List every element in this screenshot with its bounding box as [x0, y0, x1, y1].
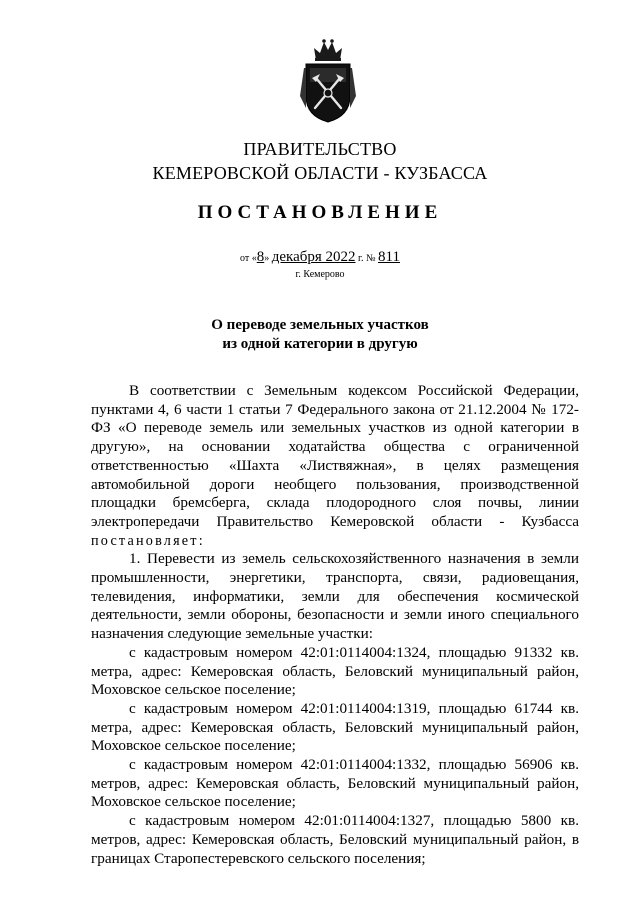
item-1-paragraph: 1. Перевести из земель сельскохозяйственного назначения в земли промышленности, энергетики, транспорта, связи, радиовещания, телевидения, информатики, земли для обеспечения космической деятельности, земли обороны, безопасности и земли иного специального назначения следующие земельные участки:: [91, 550, 579, 643]
date-suffix: г. №: [355, 253, 379, 264]
preamble-verb: постановляет:: [91, 532, 205, 549]
city: г. Кемерово: [295, 269, 345, 280]
preamble-text: В соответствии с Земельным кодексом Российской Федерации, пунктами 4, 6 части 1 статьи 7 Федерального закона от 21.12.2004 № 172-ФЗ «О переводе земель или земельных участков из одной категории в другую», на основании ходатайства общества с ограниченной ответственностью «Шахта «Листвяжная», в целях размещения автомобильной дороги необщего пользования, производственной площадки бремсберга, склада плодородного слоя почвы, линии электропередачи Правительство Кемеровской области - Кузбасса: [91, 382, 579, 530]
parcel-4: с кадастровым номером 42:01:0114004:1327, площадью 5800 кв. метров, адрес: Кемеровская область, Беловский муниципальный район, в границах Старопестеревского сельского поселения;: [91, 812, 579, 867]
parcel-1: с кадастровым номером 42:01:0114004:1324, площадью 91332 кв. метра, адрес: Кемеровская область, Беловский муниципальный район, Моховское сельское поселение;: [91, 643, 579, 699]
date-number-line: [0, 249, 640, 266]
org-name-line-2: КЕМЕРОВСКОЙ ОБЛАСТИ - КУЗБАССА: [152, 163, 488, 183]
preamble-paragraph: [91, 382, 579, 550]
subject-line-2: из одной категории в другую: [222, 336, 418, 352]
document-number: 811: [378, 249, 400, 265]
org-name-line-1: ПРАВИТЕЛЬСТВО: [243, 139, 397, 159]
date-prefix: от «: [239, 253, 257, 264]
date-day: 8: [256, 249, 265, 265]
document-body: [91, 382, 579, 868]
date-mid: »: [264, 253, 272, 264]
subject-line-1: О переводе земельных участков: [211, 317, 429, 333]
document-subject: [0, 316, 640, 354]
coat-of-arms-icon: [298, 38, 358, 124]
crown-icon: [314, 39, 342, 61]
parcel-3: с кадастровым номером 42:01:0114004:1332, площадью 56906 кв. метров, адрес: Кемеровская область, Беловский муниципальный район, Моховское сельское поселение;: [91, 756, 579, 811]
document-type: ПОСТАНОВЛЕНИЕ: [197, 202, 443, 223]
date-month-year: декабря 2022: [271, 249, 356, 265]
parcel-2: с кадастровым номером 42:01:0114004:1319, площадью 61744 кв. метра, адрес: Кемеровская область, Беловский муниципальный район, Моховское сельское поселение;: [91, 699, 579, 755]
